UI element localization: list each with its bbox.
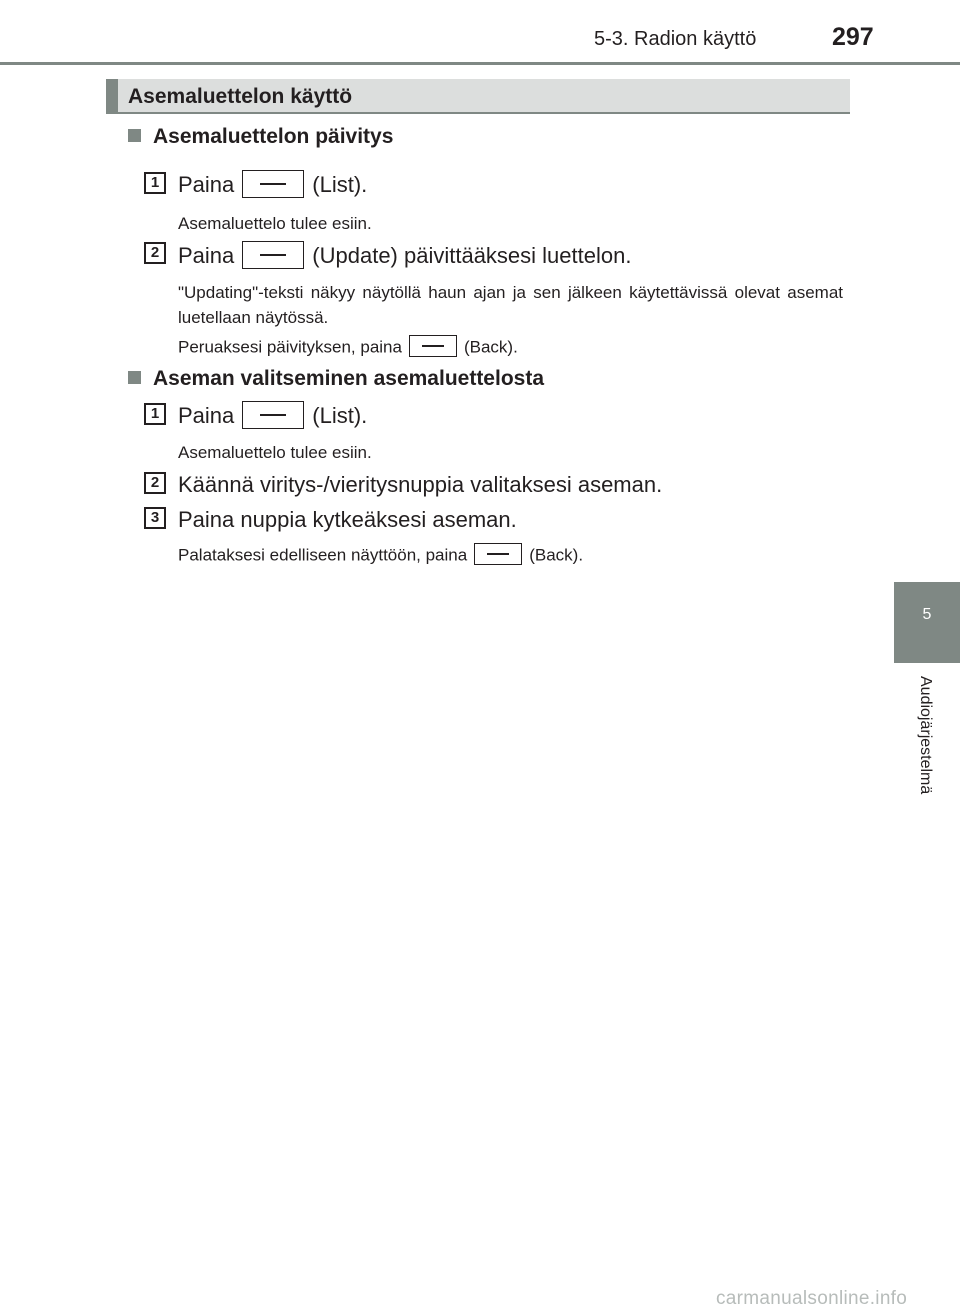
step-instruction <box>178 172 367 200</box>
step-instruction: Paina nuppia kytkeäksesi aseman. <box>178 507 517 532</box>
step-instruction <box>178 403 367 431</box>
button-symbol-icon <box>242 401 304 429</box>
button-symbol-icon <box>242 170 304 198</box>
header-section-title: 5-3. Radion käyttö <box>594 28 757 50</box>
section-heading-title: Asemaluettelon käyttö <box>128 85 353 108</box>
note-text: Palataksesi edelliseen näyttöön, paina <box>178 545 468 565</box>
section-heading-bar <box>106 79 850 114</box>
note-text: Peruaksesi päivityksen, paina <box>178 337 402 357</box>
button-symbol-icon <box>409 335 457 357</box>
subsection-heading-update <box>128 125 393 149</box>
step-text: (List). <box>312 172 368 197</box>
chapter-tab <box>894 582 960 663</box>
subsection-heading-select <box>128 367 544 391</box>
note-text: (Back). <box>529 545 584 565</box>
button-symbol-icon <box>242 241 304 269</box>
step-number-badge: 2 <box>144 242 166 264</box>
button-symbol-icon <box>474 543 522 565</box>
step-text: (Update) päivittääksesi luettelon. <box>312 243 632 268</box>
step-note <box>178 545 583 567</box>
step-number-badge: 1 <box>144 172 166 194</box>
subsection-title: Aseman valitseminen asemaluettelosta <box>153 367 545 390</box>
step-instruction: Käännä viritys-/vieritysnuppia valitaksesi aseman. <box>178 472 663 497</box>
page-number: 297 <box>832 23 874 51</box>
step-text: Paina <box>178 403 235 428</box>
note-text: (Back). <box>463 337 518 357</box>
watermark: carmanualsonline.info <box>716 1288 908 1309</box>
step-text: Paina <box>178 243 235 268</box>
step-note <box>178 337 518 359</box>
header-divider <box>0 62 960 65</box>
subsection-title: Asemaluettelon päivitys <box>153 125 394 148</box>
step-note: Asemaluettelo tulee esiin. <box>178 443 372 462</box>
square-bullet-icon <box>128 371 141 384</box>
step-note: "Updating"-teksti näkyy näytöllä haun ajan ja sen jälkeen käytettävissä olevat asemat luetellaan näytössä. <box>178 283 843 327</box>
chapter-number: 5 <box>922 606 932 623</box>
step-number-badge: 2 <box>144 472 166 494</box>
step-note: Asemaluettelo tulee esiin. <box>178 214 372 233</box>
section-heading-accent <box>106 79 118 114</box>
step-instruction <box>178 243 631 271</box>
step-number-badge: 3 <box>144 507 166 529</box>
step-text: Paina <box>178 172 235 197</box>
step-text: (List). <box>312 403 368 428</box>
square-bullet-icon <box>128 129 141 142</box>
step-number-badge: 1 <box>144 403 166 425</box>
chapter-label: Audiojärjestelmä <box>917 676 934 795</box>
